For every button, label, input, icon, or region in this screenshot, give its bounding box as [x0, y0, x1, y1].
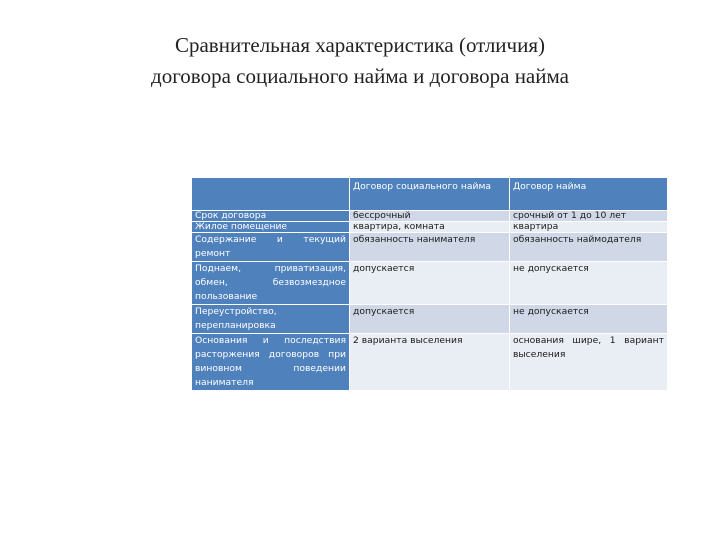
slide-title-line-2: договора социального найма и договора найма: [151, 64, 569, 88]
table-row: [192, 334, 668, 391]
table-cell: срочный от 1 до 10 лет: [510, 211, 668, 222]
table-cell: основания шире, 1 вариант выселения: [510, 334, 668, 391]
table-row: [192, 222, 668, 233]
table-header-row: [192, 178, 668, 211]
table-cell: квартира: [510, 222, 668, 233]
row-header-cell: Срок договора: [192, 211, 350, 222]
row-header-cell: Переустройство, перепланировка: [192, 305, 350, 334]
table-cell: 2 варианта выселения: [350, 334, 510, 391]
slide-title: [0, 30, 720, 92]
row-header-cell: Жилое помещение: [192, 222, 350, 233]
table-row: [192, 233, 668, 262]
table-row: [192, 305, 668, 334]
table-cell: обязанность нанимателя: [350, 233, 510, 262]
header-cell-empty: [192, 178, 350, 211]
table-cell: обязанность наймодателя: [510, 233, 668, 262]
header-cell-lease: Договор найма: [510, 178, 668, 211]
comparison-table: [191, 177, 668, 391]
table-cell: допускается: [350, 305, 510, 334]
table-cell: бессрочный: [350, 211, 510, 222]
row-header-cell: Содержание и текущий ремонт: [192, 233, 350, 262]
header-cell-social-lease: Договор социального найма: [350, 178, 510, 211]
row-header-cell: Поднаем, приватизация, обмен, безвозмездное пользование: [192, 262, 350, 305]
slide-title-line-1: Сравнительная характеристика (отличия): [174, 33, 545, 57]
table-cell: не допускается: [510, 305, 668, 334]
table-row: [192, 262, 668, 305]
table-cell: квартира, комната: [350, 222, 510, 233]
row-header-cell: Основания и последствия расторжения договоров при виновном поведении нанимателя: [192, 334, 350, 391]
table-row: [192, 211, 668, 222]
table-cell: не допускается: [510, 262, 668, 305]
table-cell: допускается: [350, 262, 510, 305]
